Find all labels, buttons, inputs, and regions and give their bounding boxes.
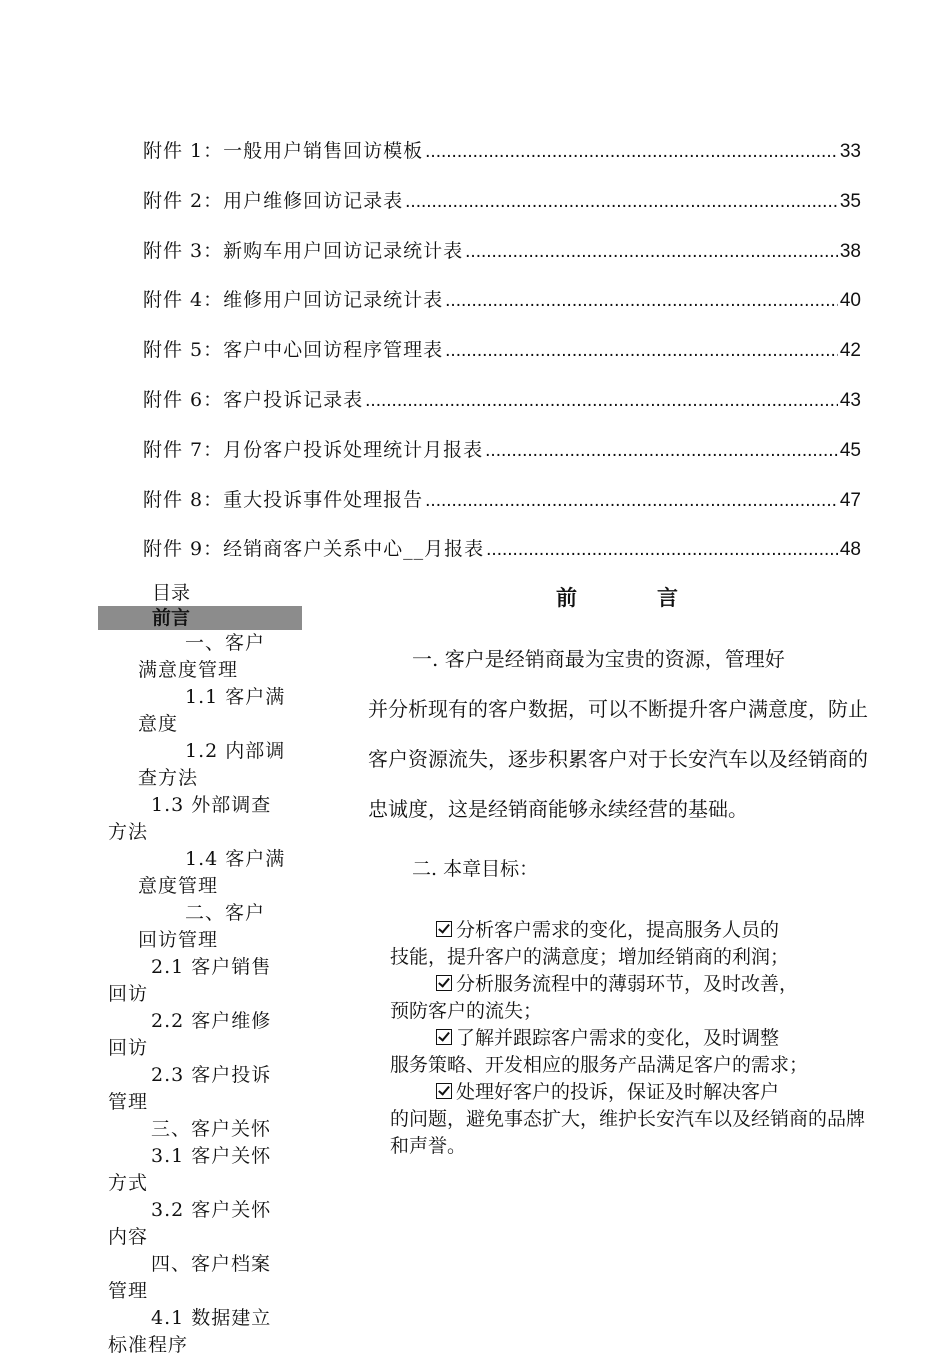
toc-entry-label: 附件 4：维修用户回访记录统计表 <box>143 289 444 312</box>
goal-item <box>390 917 880 971</box>
outline-item-line2: 回访 <box>108 1037 149 1059</box>
toc-entry[interactable] <box>143 186 861 236</box>
checkbox-checked-icon <box>436 921 452 937</box>
goal-item <box>390 1025 880 1079</box>
paragraph-body: 并分析现有的客户数据，可以不断提升客户满意度，防止客户资源流失，逐步积累客户对于长安汽车以及经销商的忠诚度，这是经销商能够永续经营的基础。 <box>368 697 868 821</box>
toc-page-number: 43 <box>839 389 861 411</box>
outline-item[interactable] <box>98 1197 292 1251</box>
chapter-goals-list <box>390 917 880 1160</box>
goal-first-line: 了解并跟踪客户需求的变化，及时调整 <box>456 1027 780 1049</box>
toc-entry-label: 附件 9：经销商客户关系中心__月报表 <box>143 538 485 561</box>
toc-leader <box>465 241 838 263</box>
toc-leader <box>365 390 838 412</box>
toc-leader <box>425 141 838 163</box>
toc-leader <box>485 440 838 462</box>
outline-item[interactable] <box>98 1305 292 1359</box>
checkbox-checked-icon <box>436 1029 452 1045</box>
outline-item-line2: 满意度管理 <box>138 659 239 681</box>
goal-rest: 技能，提升客户的满意度；增加经销商的利润； <box>390 946 790 968</box>
goal-item <box>390 1079 880 1160</box>
outline-item-line2: 标准程序 <box>108 1334 189 1356</box>
toc-entry-label: 附件 6：客户投诉记录表 <box>143 388 364 411</box>
toc-page-number: 33 <box>839 141 861 162</box>
preface-section <box>368 582 878 1160</box>
outline-item[interactable] <box>98 1008 292 1062</box>
outline-item-line1: 三、客户关怀 <box>151 1118 272 1140</box>
goal-first-line: 处理好客户的投诉，保证及时解决客户 <box>456 1081 780 1103</box>
outline-item[interactable] <box>98 1143 292 1197</box>
title-char-1: 前 <box>556 585 577 610</box>
outline-item[interactable] <box>98 738 292 792</box>
outline-item-line1: 1.4 客户满 <box>185 848 286 870</box>
goal-first-line: 分析客户需求的变化，提高服务人员的 <box>456 919 780 941</box>
outline-item-line2: 回访管理 <box>138 929 219 951</box>
toc-page-number: 40 <box>839 290 861 312</box>
toc-entry[interactable] <box>143 435 861 485</box>
goal-rest: 服务策略、开发相应的服务产品满足客户的需求； <box>390 1054 809 1076</box>
outline-item[interactable] <box>98 1062 292 1116</box>
toc-leader <box>405 191 838 213</box>
toc-entry-label: 附件 2：用户维修回访记录表 <box>143 189 404 212</box>
toc-page-number: 38 <box>839 240 861 262</box>
outline-item[interactable] <box>98 684 292 738</box>
checkbox-checked-icon <box>436 1083 452 1099</box>
outline-item-line1: 2.3 客户投诉 <box>151 1064 272 1086</box>
toc-entry-label: 附件 8：重大投诉事件处理报告 <box>143 488 424 511</box>
goal-rest: 的问题，避免事态扩大，维护长安汽车以及经销商的品牌和声誉。 <box>390 1108 866 1157</box>
toc-entry[interactable] <box>143 485 861 535</box>
outline-item-line1: 1.1 客户满 <box>185 686 286 708</box>
outline-item-line1: 1.3 外部调查 <box>151 794 272 816</box>
outline-item-line1: 1.2 内部调 <box>185 740 286 762</box>
toc-page-number: 45 <box>839 439 861 461</box>
outline-sidebar <box>98 580 302 1359</box>
goal-first-line: 分析服务流程中的薄弱环节，及时改善， <box>456 973 799 995</box>
preface-paragraph <box>368 634 878 834</box>
outline-item-line1: 2.2 客户维修 <box>151 1010 272 1032</box>
title-char-2: 言 <box>657 585 678 610</box>
toc-entry[interactable] <box>143 534 861 584</box>
outline-item-line1: 二、客户 <box>185 902 266 924</box>
outline-item-line2: 管理 <box>108 1280 149 1302</box>
outline-item-line2: 方法 <box>108 821 149 843</box>
toc-entry[interactable] <box>143 335 861 385</box>
outline-item[interactable] <box>98 846 292 900</box>
outline-item[interactable] <box>98 900 292 954</box>
outline-item-line2: 意度 <box>138 713 179 735</box>
chapter-goals-heading: 二. 本章目标： <box>412 858 539 880</box>
outline-item-line1: 3.2 客户关怀 <box>151 1199 272 1221</box>
goal-item <box>390 971 880 1025</box>
outline-heading: 目录 <box>152 582 191 604</box>
checkbox-checked-icon <box>436 975 452 991</box>
toc-entry-label: 附件 1：一般用户销售回访模板 <box>143 140 424 162</box>
toc-leader <box>425 490 838 512</box>
outline-item[interactable] <box>98 630 292 684</box>
appendix-toc <box>143 136 861 584</box>
outline-item-line2: 意度管理 <box>138 875 219 897</box>
outline-item[interactable] <box>98 1116 292 1143</box>
toc-leader <box>445 340 838 362</box>
outline-item[interactable] <box>98 792 292 846</box>
outline-item-line2: 回访 <box>108 983 149 1005</box>
toc-leader <box>445 290 838 312</box>
toc-entry[interactable] <box>143 385 861 435</box>
outline-item-line2: 管理 <box>108 1091 149 1113</box>
toc-entry[interactable] <box>143 236 861 286</box>
outline-item-line1: 3.1 客户关怀 <box>151 1145 272 1167</box>
outline-item-line1: 四、客户档案 <box>151 1253 272 1275</box>
toc-page-number: 47 <box>839 489 861 511</box>
toc-entry[interactable] <box>143 136 861 186</box>
toc-leader <box>486 539 838 561</box>
toc-page-number: 35 <box>839 190 861 212</box>
toc-page-number: 48 <box>839 539 861 561</box>
toc-entry[interactable] <box>143 285 861 335</box>
goal-rest: 预防客户的流失； <box>390 1000 543 1022</box>
outline-item-line1: 4.1 数据建立 <box>151 1307 272 1329</box>
toc-entry-label: 附件 7：月份客户投诉处理统计月报表 <box>143 438 484 461</box>
outline-item-line2: 方式 <box>108 1172 149 1194</box>
outline-item-line1: 一、客户 <box>185 632 266 654</box>
toc-entry-label: 附件 5：客户中心回访程序管理表 <box>143 339 444 362</box>
outline-item-line1: 2.1 客户销售 <box>151 956 272 978</box>
paragraph-first-line: 一. 客户是经销商最为宝贵的资源，管理好 <box>412 647 785 671</box>
toc-page-number: 42 <box>839 340 861 362</box>
outline-item[interactable] <box>98 1251 292 1305</box>
preface-title <box>356 582 878 612</box>
outline-item-line2: 查方法 <box>138 767 199 789</box>
outline-item-preface[interactable]: 前言 <box>98 606 302 630</box>
outline-item-line2: 内容 <box>108 1226 149 1248</box>
outline-item[interactable] <box>98 954 292 1008</box>
toc-entry-label: 附件 3：新购车用户回访记录统计表 <box>143 239 464 262</box>
